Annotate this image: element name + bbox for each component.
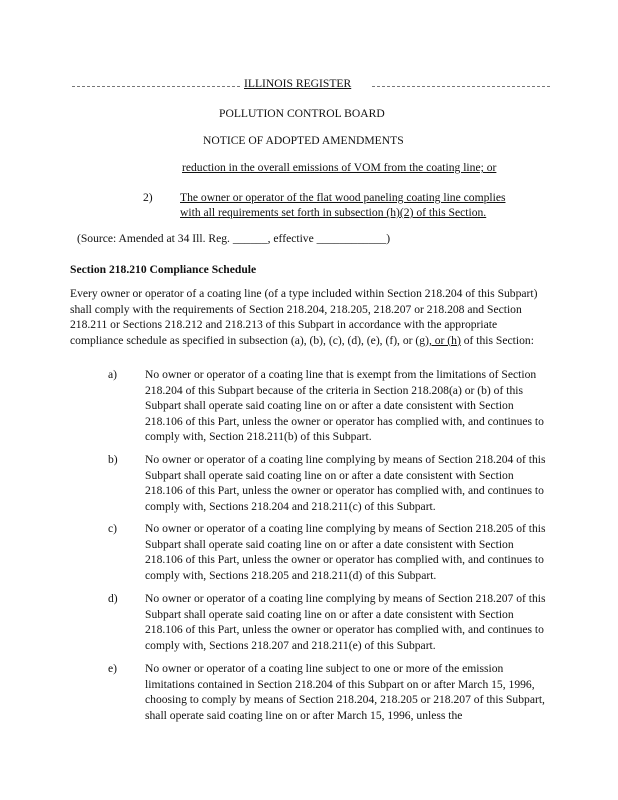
intro-tail: of this Section: (460, 333, 534, 347)
continuation-line: reduction in the overall emissions of VOM from the coating line; or (182, 161, 497, 174)
intro-paragraph (70, 286, 552, 348)
header-rule-left (72, 86, 240, 87)
board-title: POLLUTION CONTROL BOARD (219, 107, 385, 120)
item-text: No owner or operator of a coating line complying by means of Section 218.207 of this Subpart shall operate said coating line on or after a date consistent with Section 218.106 of this Part, unless the owner or operator has complied with, and continues to comply with, Sections 218.207 and 218.211(e) of this Subpart. (145, 592, 546, 652)
section-title: Section 218.210 Compliance Schedule (70, 263, 257, 276)
item-label: d) (108, 592, 118, 605)
register-title: ILLINOIS REGISTER (244, 77, 352, 90)
intro-text: Every owner or operator of a coating line (of a type included within Section 218.204 of this Subpart) shall comply with the requirements of Section 218.204, 218.205, 218.207 or 218.208 and Section 218.211 or Sections 218.212 and 218.213 of this Subpart in accordance with the appropriate compliance schedule as specified in subsection (a), (b), (c), (d), (e), (f), or (g) (70, 287, 538, 347)
item-label: a) (108, 368, 118, 381)
continuation-item-line-1: The owner or operator of the flat wood paneling coating line complies (180, 191, 506, 204)
source-note: (Source: Amended at 34 Ill. Reg. ______, effective ____________) (77, 232, 391, 245)
notice-title: NOTICE OF ADOPTED AMENDMENTS (203, 134, 404, 147)
item-text: No owner or operator of a coating line that is exempt from the limitations of Section 218.204 of this Subpart because of the criteria in Section 218.208(a) or (b) of this Subpart shall operate said coating line on or after a date consistent with Section 218.106 of this Part, unless the owner or operator has complied with, and continues to comply with, Section 218.211(b) of this Subpart. (145, 368, 544, 444)
item-label: c) (108, 522, 118, 535)
continuation-item-line-2: with all requirements set forth in subsection (h)(2) of this Section. (180, 206, 487, 219)
item-text: No owner or operator of a coating line complying by means of Section 218.205 of this Subpart shall operate said coating line on or after a date consistent with Section 218.106 of this Part, unless the owner or operator has complied with, and continues to comply with, Sections 218.205 and 218.211(d) of this Subpart. (145, 522, 546, 582)
continuation-item-number: 2) (143, 191, 153, 204)
intro-added-text: , or (h) (428, 333, 461, 347)
item-label: e) (108, 662, 118, 675)
header-rule-right (372, 86, 550, 87)
item-text: No owner or operator of a coating line complying by means of Section 218.204 of this Subpart shall operate said coating line on or after a date consistent with Section 218.106 of this Part, unless the owner or operator has complied with, and continues to comply with, Sections 218.204 and 218.211(c) of this Subpart. (145, 453, 546, 513)
item-text: No owner or operator of a coating line subject to one or more of the emission limitations contained in Section 218.204 of this Subpart on or after March 15, 1996, choosing to comply by means of Section 218.204, 218.205 or 218.207 of this Subpart, shall operate said coating line on or after March 15, 1996, unless the (145, 662, 545, 722)
item-label: b) (108, 453, 118, 466)
